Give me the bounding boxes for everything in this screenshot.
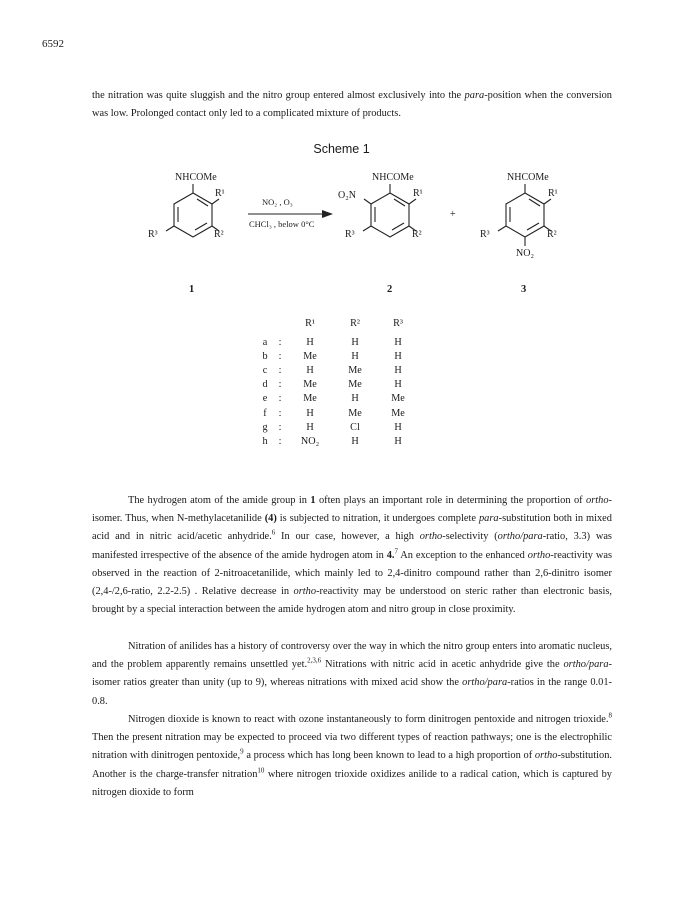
benzene-ring-2 xyxy=(363,184,416,237)
text-run: -substitution both in mixed acid and in nitric acid/acetic anhydride. xyxy=(92,513,612,543)
text-run: para xyxy=(478,513,499,525)
table-row xyxy=(258,420,418,434)
mol3-top-group: NHCOMe xyxy=(507,172,549,183)
cell-r2: H xyxy=(351,350,359,362)
text-run: An exception to the enhanced xyxy=(398,549,528,561)
mol2-r2: R² xyxy=(412,229,422,240)
row-key: h xyxy=(262,435,268,447)
colon: : xyxy=(278,379,282,391)
text-run: -isomer. Thus, when N-methylacetanilide xyxy=(92,495,612,525)
colon: : xyxy=(278,407,282,419)
text-run: 1 xyxy=(310,495,316,506)
cell-r1: H xyxy=(306,421,314,433)
mol2-top-group: NHCOMe xyxy=(372,172,414,183)
cell-r2: H xyxy=(351,435,359,447)
cell-r2: Cl xyxy=(350,421,360,433)
text-run: Nitrogen dioxide is known to react with ozone instantaneously to form dinitrogen pentoxide and nitrogen trioxide. xyxy=(128,714,609,725)
reagent-bottom: CHCl₃ , below 0°C xyxy=(249,219,315,229)
colon: : xyxy=(278,364,282,376)
cell-r2: Me xyxy=(348,364,362,376)
row-key: b xyxy=(262,350,268,362)
cell-r2: Me xyxy=(348,379,362,391)
scheme-title: Scheme 1 xyxy=(313,142,370,156)
text-run: -ratios in the range 0.01-0.8. xyxy=(92,677,612,707)
cell-r1: H xyxy=(306,364,314,376)
text-run: para xyxy=(464,90,485,101)
row-key: g xyxy=(262,421,268,433)
cell-r1: NO₂ xyxy=(300,435,320,447)
cell-r1: Me xyxy=(303,393,317,405)
row-key: d xyxy=(262,379,268,391)
text-run: ortho xyxy=(419,531,443,543)
text-run: 4. xyxy=(386,549,395,561)
benzene-ring-1 xyxy=(166,184,219,237)
text-run: -ratio, 3.3) was manifested irrespective of the absence of the amide hydrogen atom in xyxy=(92,531,612,561)
citation-ref: 8 xyxy=(608,711,612,720)
text-run: -selectivity ( xyxy=(442,531,498,543)
citation-ref: 10 xyxy=(257,766,265,775)
cell-r3: H xyxy=(394,379,402,391)
citation-ref: 2,3,6 xyxy=(307,656,322,665)
cell-r3: H xyxy=(394,421,402,433)
text-run: -substitution. Another is the charge-transfer nitration xyxy=(92,750,612,780)
text-run: ortho xyxy=(586,495,609,506)
text-run: ortho/para xyxy=(563,659,609,671)
text-run: In our case, however, a high xyxy=(275,531,420,543)
text-run: the nitration was quite sluggish and the nitro group entered almost exclusively into the xyxy=(92,90,465,101)
table-header-row xyxy=(258,318,418,335)
table-row xyxy=(258,335,418,349)
citation-ref: 9 xyxy=(240,747,244,756)
row-key: c xyxy=(262,364,268,376)
cell-r1: Me xyxy=(303,379,317,391)
cell-r3: Me xyxy=(391,393,405,405)
header-r1: R¹ xyxy=(305,318,315,329)
text-run: is subjected to nitration, it undergoes complete xyxy=(276,513,479,525)
colon: : xyxy=(278,336,282,348)
text-run: often plays an important role in determining the proportion of xyxy=(315,495,586,506)
row-key: a xyxy=(262,336,268,348)
colon: : xyxy=(278,435,282,447)
text-run: ortho/para xyxy=(462,677,508,689)
body-paragraph-3 xyxy=(92,711,612,802)
text-run: -isomer ratios greater than unity (up to 9), whereas nitrations with mixed acid show the xyxy=(92,659,612,689)
mol1-top-group: NHCOMe xyxy=(175,172,217,183)
text-run: The hydrogen atom of the amide group in xyxy=(128,495,311,506)
text-run: Then the present nitration may be expected to proceed via two different types of reaction pathways; one is the electrophilic nitration with dinitrogen pentoxide, xyxy=(92,732,612,762)
plus-sign: + xyxy=(450,209,456,220)
cell-r3: H xyxy=(394,350,402,362)
substituent-table xyxy=(258,318,418,449)
mol3-para-nitro: NO₂ xyxy=(516,248,534,259)
cell-r1: H xyxy=(306,407,314,419)
reaction-scheme-drawing xyxy=(0,0,683,300)
citation-ref: 7 xyxy=(394,547,398,556)
body-paragraph-2 xyxy=(92,638,612,711)
text-run: ortho xyxy=(293,586,317,598)
mol2-r1: R¹ xyxy=(413,188,423,199)
text-run: Nitration of anilides has a history of controversy over the way in which the nitro group enters into aromatic nucleus, and the problem apparently remains unsettled yet. xyxy=(92,641,612,671)
text-run: -reactivity was observed in the reaction of 2-nitroacetanilide, which mainly led to 2,4-dinitro compound rather than 2,6-dinitro isomer (2,4-/2,6-ratio, 2.2-2.5) . Relative decrease in xyxy=(92,549,613,598)
reagent-top: NO₂ , O₃ xyxy=(262,197,293,207)
cell-r1: Me xyxy=(303,350,317,362)
mol2-r3: R³ xyxy=(345,229,355,240)
table-row xyxy=(258,363,418,377)
cell-r3: H xyxy=(394,336,402,348)
cell-r3: Me xyxy=(391,407,405,419)
compound-label-3: 3 xyxy=(521,284,527,295)
text-run: ortho/para xyxy=(497,531,543,543)
text-run: where nitrogen trioxide oxidizes anilide to a radical cation, which is captured by nitrogen dioxide to form xyxy=(92,768,612,798)
page-number: 6592 xyxy=(42,38,64,50)
table-row xyxy=(258,349,418,363)
text-run: ortho xyxy=(534,750,558,762)
cell-r3: H xyxy=(394,364,402,376)
table-row xyxy=(258,434,418,448)
mol3-r3: R³ xyxy=(480,229,490,240)
table-row xyxy=(258,406,418,420)
compound-label-2: 2 xyxy=(387,284,393,295)
table-row xyxy=(258,392,418,406)
table-row xyxy=(258,378,418,392)
cell-r2: H xyxy=(351,336,359,348)
benzene-ring-3 xyxy=(498,184,551,246)
text-run: -position when the conversion was low. Prolonged contact only led to a complicated mixture of products. xyxy=(92,90,613,120)
row-key: f xyxy=(263,407,267,419)
body-paragraph-1 xyxy=(92,492,612,619)
compound-label-1: 1 xyxy=(189,284,195,295)
text-run: ortho xyxy=(527,549,551,561)
arrow-head xyxy=(322,210,333,218)
cell-r1: H xyxy=(306,336,314,348)
cell-r2: Me xyxy=(348,407,362,419)
text-run: (4) xyxy=(264,513,277,525)
citation-ref: 6 xyxy=(271,528,276,537)
mol3-r2: R² xyxy=(547,229,557,240)
header-r2: R² xyxy=(350,318,360,329)
cell-r3: H xyxy=(394,435,402,447)
colon: : xyxy=(278,421,282,433)
text-run: -reactivity may be understood on steric rather than electronic basis, brought by a special interaction between the amide hydrogen atom and nitro group in close proximity. xyxy=(92,586,612,616)
colon: : xyxy=(278,393,282,405)
colon: : xyxy=(278,350,282,362)
header-r3: R³ xyxy=(393,318,403,329)
substituent-table-body xyxy=(258,335,418,449)
row-key: e xyxy=(262,393,268,405)
mol1-r1: R¹ xyxy=(215,188,225,199)
text-run: Nitrations with nitric acid in acetic anhydride give the xyxy=(321,659,564,671)
mol1-r3: R³ xyxy=(148,229,158,240)
cell-r2: H xyxy=(351,393,359,405)
mol2-ortho-nitro: O₂N xyxy=(338,190,356,201)
mol1-r2: R² xyxy=(214,229,224,240)
text-run: a process which has long been known to lead to a high proportion of xyxy=(243,750,535,762)
mol3-r1: R¹ xyxy=(548,188,558,199)
